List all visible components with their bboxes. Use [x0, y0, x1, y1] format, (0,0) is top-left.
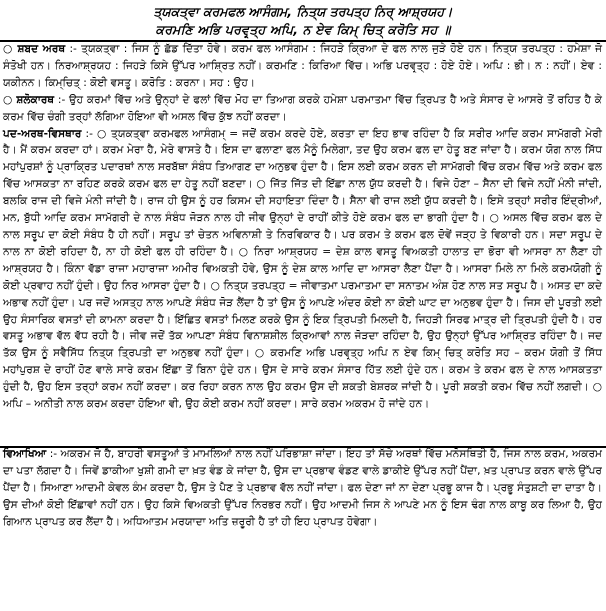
verse-line-1: ਤ੍ਯਕਤ੍ਵਾ ਕਰਮਫਲ ਆਸੰਗਮ, ਨਿਤ੍ਯ ਤਰਪਤ੍ਹ ਨਿਰ੍ ਆਸ਼੍ਰਯਹ।: [153, 4, 453, 19]
section-heading: ਵਿਆਖਿਆ: [3, 448, 47, 460]
shlokarth-paragraph: ○ ਸ਼ਲੋਕਾਰਥ :- ਉਹ ਕਰਮਾਂ ਵਿੱਚ ਅਤੇ ਉਨ੍ਹਾਂ ਦੇ ਫਲਾਂ ਵਿੱਚ ਮੋਹ ਦਾ ਤਿਆਗ ਕਰਕੇ ਹਮੇਸ਼ਾ ਪਰਮਾਤਮਾ ਵਿੱਚ ਤ੍ਰਿਪਤ ਹੈ ਅਤੇ ਸੰਸਾਰ ਦੇ ਆਸਰੇ ਤੋਂ ਰਹਿਤ ਹੈ ਕੇ ਕਰਮ ਵਿੱਚ ਚੰਗੀ ਤਰ੍ਹਾਂ ਲੱਗਿਆ ਹੋਇਆ ਵੀ ਅਸਲ ਵਿੱਚ ਕੁੱਝ ਨਹੀਂ ਕਰਦਾ।: [3, 93, 602, 123]
vyakhya-paragraph: ਵਿਆਖਿਆ :- ਅਕਰਮ ਜੋ ਹੈ, ਬਾਹਰੀ ਵਸਤੂਆਂ ਤੇ ਮਾਮਲਿਆਂ ਨਾਲ ਨਹੀਂ ਪਰਿਭਾਸ਼ਾ ਜਾਂਦਾ। ਇਹ ਤਾਂ ਸੱਚੇ ਅਰਥਾਂ ਵਿੱਚ ਮਨੋਸਥਿਤੀ ਹੈ, ਜਿਸ ਨਾਲ ਕਰਮ, ਅਕਰਮ ਦਾ ਪਤਾ ਲੱਗਦਾ ਹੈ। ਜਿਵੇਂ ਡਾਕੀਆ ਖੁਸ਼ੀ ਗਮੀ ਦਾ ਖ਼ਤ ਵੰਡ ਕੇ ਜਾਂਦਾ ਹੈ, ਉਸ ਦਾ ਪ੍ਰਭਾਵ ਵੰਡਣ ਵਾਲੇ ਡਾਕੀਏ ਉੱਪਰ ਨਹੀਂ ਪੈਂਦਾ, ਖ਼ਤ ਪ੍ਰਾਪਤ ਕਰਨ ਵਾਲੇ ਉੱਪਰ ਪੈਂਦਾ ਹੈ। ਸਿਆਣਾ ਆਦਮੀ ਕੇਵਲ ਕੰਮ ਕਰਦਾ ਹੈ, ਉਸ ਤੇ ਪੈਣ ਤੇ ਪ੍ਰਭਾਵ ਵੱਲ ਨਹੀਂ ਜਾਂਦਾ। ਫਲ ਦੇਣਾ ਜਾਂ ਨਾ ਦੇਣਾ ਪ੍ਰਭੂ ਕਾਜ ਹੈ। ਪ੍ਰਭੂ ਸੰਤੁਸ਼ਟੀ ਦਾ ਦਾਤਾ ਹੈ। ਉਸ ਦੀਆਂ ਕੋਈ ਇੱਛਾਵਾਂ ਨਹੀਂ ਹਨ। ਉਹ ਕਿਸੇ ਵਿਅਕਤੀ ਉੱਪਰ ਨਿਰਭਰ ਨਹੀਂ। ਉਹ ਆਦਮੀ ਜਿਸ ਨੇ ਆਪਣੇ ਮਨ ਨੂੰ ਇਸ ਢੰਗ ਨਾਲ ਕਾਬੂ ਕਰ ਲਿਆ ਹੈ, ਉਹ ਗਿਆਨ ਪ੍ਰਾਪਤ ਕਰ ਲੈਂਦਾ ਹੈ। ਅਧਿਆਤਮ ਮਰਯਾਦਾ ਅਤਿ ਜ਼ਰੂਰੀ ਹੈ ਤਾਂ ਹੀ ਇਹ ਪ੍ਰਾਪਤ ਹੋਵੇਗਾ।: [3, 448, 602, 528]
shabad-arth-paragraph: ○ ਸ਼ਬਦ ਅਰਥ :- ਤ੍ਯਕਤ੍ਵਾ : ਜਿਸ ਨੂੰ ਛੱਡ ਦਿੱਤਾ ਹੋਵੇ। ਕਰਮ ਫਲ ਆਸੰਗਮ : ਜਿਹੜੇ ਕ੍ਰਿਆ ਦੇ ਫਲ ਨਾਲ ਜੁੜੇ ਹੋਏ ਹਨ। ਨਿਤ੍ਯ ਤਰਪਤ੍ਹ : ਹਮੇਸ਼ਾ ਜੋ ਸੰਤੋਖੀ ਹਨ। ਨਿਰਆਸ਼੍ਰਯਹ : ਜਿਹੜੇ ਕਿਸੇ ਉੱਪਰ ਆਸ਼੍ਰਿਤ ਨਹੀਂ। ਕਰਮਣਿ : ਕਿਰਿਆ ਵਿੱਚ। ਅਭਿ ਪਰਵਰ੍ਤ੍ਹ : ਹੋਏ ਹੋਏ। ਅਪਿ : ਭੀ। ਨ : ਨਹੀਂ। ਏਵ : ਯਕੀਨਨ। ਕਿਮ੍ਚਿਤ੍ : ਕੋਈ ਵਸਤੂ। ਕਰੋਤਿ : ਕਰਨਾ। ਸਹ : ਉਹ।: [3, 43, 602, 89]
section-heading: ਸ਼ਲੋਕਾਰਥ: [16, 93, 55, 106]
section-heading: ਪਦ-ਅਰਥ-ਵਿਸਥਾਰ: [3, 127, 82, 140]
pad-arth-vistar-paragraph: ਪਦ-ਅਰਥ-ਵਿਸਥਾਰ :- ○ ਤ੍ਯਕਤ੍ਵਾ ਕਰਮਫਲ ਆਸੰਗਮ੍ = ਜਦੋਂ ਕਰਮ ਕਰਦੇ ਹੋਏ, ਕਰਤਾ ਦਾ ਇਹ ਭਾਵ ਰਹਿੰਦਾ ਹੈ ਕਿ ਸਰੀਰ ਆਦਿ ਕਰਮ ਸਾਮੱਗਰੀ ਮੇਰੀ ਹੈ। ਮੈਂ ਕਰਮ ਕਰਦਾ ਹਾਂ। ਕਰਮ ਮੇਰਾ ਹੈ, ਮੇਰੇ ਵਾਸਤੇ ਹੈ। ਇਸ ਦਾ ਫਲਾਣਾ ਫਲ ਮੈਨੂੰ ਮਿਲੇਗਾ, ਤਦ ਉਹ ਕਰਮ ਫਲ ਦਾ ਹੇਤੂ ਬਣ ਜਾਂਦਾ ਹੈ। ਕਰਮ ਯੋਗ ਨਾਲ ਸਿੱਧ ਮਹਾਂਪੁਰਸ਼ਾਂ ਨੂੰ ਪ੍ਰਾਕ੍ਰਿਤ ਪਦਾਰਥਾਂ ਨਾਲ ਸਰਬੱਥਾ ਸੰਬੰਧ ਤਿਆਗਣ ਦਾ ਅਨੁਭਵ ਹੁੰਦਾ ਹੈ। ਇਸ ਲਈ ਕਰਮ ਕਰਨ ਦੀ ਸਾਮੱਗਰੀ ਵਿੱਚ ਕਰਮ ਵਿੱਚ ਅਤੇ ਕਰਮ ਫਲ ਵਿੱਚ ਆਸਕਤਾ ਨਾ ਰਹਿਣ ਕਰਕੇ ਕਰਮ ਫਲ ਦਾ ਹੇਤੂ ਨਹੀਂ ਬਣਦਾ। ○ ਜਿੱਤ ਜਿੱਤ ਦੀ ਇੱਛਾ ਨਾਲ ਯੁੱਧ ਕਰਦੀ ਹੈ। ਵਿਜੇ ਹੋਣਾ – ਸੈਨਾ ਦੀ ਵਿਜੇ ਨਹੀਂ ਮੰਨੀ ਜਾਂਦੀ, ਬਲਕਿ ਰਾਜ ਦੀ ਵਿਜੇ ਮੰਨੀ ਜਾਂਦੀ ਹੈ। ਰਾਜ ਹੀ ਉਸ ਨੂੰ ਹਰ ਕਿਸਮ ਦੀ ਸਹਾਇਤਾ ਦਿੰਦਾ ਹੈ। ਸੈਨਾ ਵੀ ਰਾਜ ਲਈ ਯੁੱਧ ਕਰਦੀ ਹੈ। ਇਸੇ ਤਰ੍ਹਾਂ ਸਰੀਰ ਇੰਦ੍ਰੀਆਂ, ਮਨ, ਬੁੱਧੀ ਆਦਿ ਕਰਮ ਸਾਮੱਗਰੀ ਦੇ ਨਾਲ ਸੰਬੰਧ ਜੋੜਨ ਨਾਲ ਹੀ ਜੀਵ ਉਨ੍ਹਾਂ ਦੇ ਰਾਹੀਂ ਕੀਤੇ ਹੋਏ ਕਰਮ ਫਲ ਦਾ ਭਾਗੀ ਹੁੰਦਾ ਹੈ। ○ ਅਸਲ ਵਿੱਚ ਕਰਮ ਫਲ ਦੇ ਨਾਲ ਸਰੂਪ ਦਾ ਕੋਈ ਸੰਬੰਧ ਹੈ ਹੀ ਨਹੀਂ। ਸਰੂਪ ਤਾਂ ਚੇਤਨ ਅਵਿਨਾਸ਼ੀ ਤੇ ਨਿਰਵਿਕਾਰ ਹੈ। ਪਰ ਕਰਮ ਤੇ ਕਰਮ ਫਲ ਦੋਵੇਂ ਜੜ੍ਹ ਤੇ ਵਿਕਾਰੀ ਹਨ। ਸਦਾ ਸਰੂਪ ਦੇ ਨਾਲ ਨਾ ਕੋਈ ਰਹਿਦਾ ਹੈ, ਨਾ ਹੀ ਕੋਈ ਫਲ ਹੀ ਰਹਿੰਦਾ ਹੈ। ○ ਨਿਰਾ ਆਸ਼੍ਰਯਹ = ਦੇਸ਼ ਕਾਲ ਵਸਤੂ ਵਿਅਕਤੀ ਹਾਲਾਤ ਦਾ ਭੋਰਾ ਵੀ ਆਸਰਾ ਨਾ ਲੈਣਾ ਹੀ ਆਸ਼੍ਰਯਹ ਹੈ। ਕਿੰਨਾ ਵੱਡਾ ਰਾਜਾ ਮਹਾਰਾਜਾ ਅਮੀਰ ਵਿਅਕਤੀ ਹੋਵੇ, ਉਸ ਨੂੰ ਦੇਸ਼ ਕਾਲ ਆਦਿ ਦਾ ਆਸਰਾ ਲੈਣਾ ਪੈਂਦਾ ਹੈ। ਆਸਰਾ ਮਿਲੇ ਨਾ ਮਿਲੇ ਕਰਮਯੋਗੀ ਨੂੰ ਕੋਈ ਪ੍ਰਵਾਹ ਨਹੀਂ ਹੁੰਦੀ। ਉਹ ਨਿਰ ਆਸਰਾ ਹੁੰਦਾ ਹੈ। ○ ਨਿਤ੍ਯ ਤਰਪਤ੍ਹ = ਜੀਵਾਤਮਾ ਪਰਮਾਤਮਾ ਦਾ ਸਨਾਤਮ ਅੰਸ਼ ਹੋਣ ਨਾਲ ਸਤ ਸਰੂਪ ਹੈ। ਅਸਤ ਦਾ ਕਦੇ ਅਭਾਵ ਨਹੀਂ ਹੁੰਦਾ। ਪਰ ਜਦੋਂ ਅਸਤ੍ਹ ਨਾਲ ਆਪਣੇ ਸੰਬੰਧ ਜੋੜ ਲੈਂਦਾ ਹੈ ਤਾਂ ਉਸ ਨੂੰ ਆਪਣੇ ਅੰਦਰ ਕੋਈ ਨਾ ਕੋਈ ਘਾਟ ਦਾ ਅਨੁਭਵ ਹੁੰਦਾ ਹੈ। ਜਿਸ ਦੀ ਪੂਰਤੀ ਲਈ ਉਹ ਸੰਸਾਰਿਕ ਵਸਤਾਂ ਦੀ ਕਾਮਨਾ ਕਰਦਾ ਹੈ। ਇੱਛਿਤ ਵਸਤਾਂ ਮਿਲਣ ਕਰਕੇ ਉਸ ਨੂੰ ਇਕ ਤ੍ਰਿਪਤੀ ਮਿਲਦੀ ਹੈ, ਜਿਹੜੀ ਸਿਰਫ ਮਾਤ੍ਰ ਦੀ ਤ੍ਰਿਪਤੀ ਹੁੰਦੀ ਹੈ। ਹਰ ਵਸਤੂ ਅਭਾਵ ਵੱਲ ਵੱਧ ਰਹੀ ਹੈ। ਜੀਵ ਜਦੋਂ ਤੱਕ ਆਪਣਾ ਸੰਬੰਧ ਵਿਨਾਸ਼ਸ਼ੀਲ ਕ੍ਰਿਆਵਾਂ ਨਾਲ ਜੋੜਦਾ ਰਹਿੰਦਾ ਹੈ, ਉਹ ਉਨ੍ਹਾਂ ਉੱਪਰ ਆਸ਼੍ਰਿਤ ਰਹਿੰਦਾ ਹੈ। ਜਦ ਤੱਕ ਉਸ ਨੂੰ ਸਵੈਸਿੱਧ ਨਿਤ੍ਯ ਤ੍ਰਿਪਤੀ ਦਾ ਅਨੁਭਵ ਨਹੀਂ ਹੁੰਦਾ। ○ ਕਰਮਣਿ ਅਭਿ ਪਰਵਰ੍ਤ੍ਹ ਅਪਿ ਨ ਏਵ ਕਿਮ੍ ਚਿਤ੍ ਕਰੋਤਿ ਸਹ – ਕਰਮ ਯੋਗੀ ਤੋਂ ਸਿੱਧ ਮਹਾਂਪੁਰਸ਼ ਦੇ ਰਾਹੀਂ ਹੋਣ ਵਾਲੇ ਸਾਰੇ ਕਰਮ ਇੱਛਾ ਤੋਂ ਬਿਨਾ ਹੁੰਦੇ ਹਨ। ਉਸ ਦੇ ਸਾਰੇ ਕਰਮ ਸੰਸਾਰ ਹਿੱਤ ਲਈ ਹੁੰਦੇ ਹਨ। ਕਰਮ ਤੇ ਕਰਮ ਫਲ ਦੇ ਨਾਲ ਆਸਕਤਤਾ ਹੁੰਦੀ ਹੈ, ਉਹ ਇਸ ਤਰ੍ਹਾਂ ਕਰਮ ਨਹੀਂ ਕਰਦਾ। ਕਰ ਰਿਹਾ ਕਰਨ ਨਾਲ ਉਹ ਕਰਮ ਉਸ ਦੀ ਸ਼ਕਤੀ ਬੇਸ਼ਰਕ ਜਾਂਦੀ ਹੈ। ਪੂਰੀ ਸ਼ਕਤੀ ਕਰਮ ਵਿੱਚ ਨਹੀਂ ਲਗਦੀ। ○ ਅਪਿ – ਅਨੀਤੀ ਨਾਲ ਕਰਮ ਕਰਦਾ ਹੋਇਆ ਵੀ, ਉਹ ਕੋਈ ਕਰਮ ਨਹੀਂ ਕਰਦਾ। ਸਾਰੇ ਕਰਮ ਅਕਰਮ ਹੋ ਜਾਂਦੇ ਹਨ।: [3, 127, 602, 411]
vyakhya-block: [0, 446, 606, 531]
section-heading: ਸ਼ਬਦ ਅਰਥ: [17, 43, 66, 55]
commentary-block: [0, 41, 606, 413]
verse-line-2: ਕਰਮਣਿ ਅਭਿ ਪਰਵਰ੍ਤ੍ਹ ਅਪਿ, ਨ ਏਵ ਕਿਮ੍ ਚਿਤ੍ ਕਰੋਤਿ ਸਹ ॥: [155, 22, 451, 37]
